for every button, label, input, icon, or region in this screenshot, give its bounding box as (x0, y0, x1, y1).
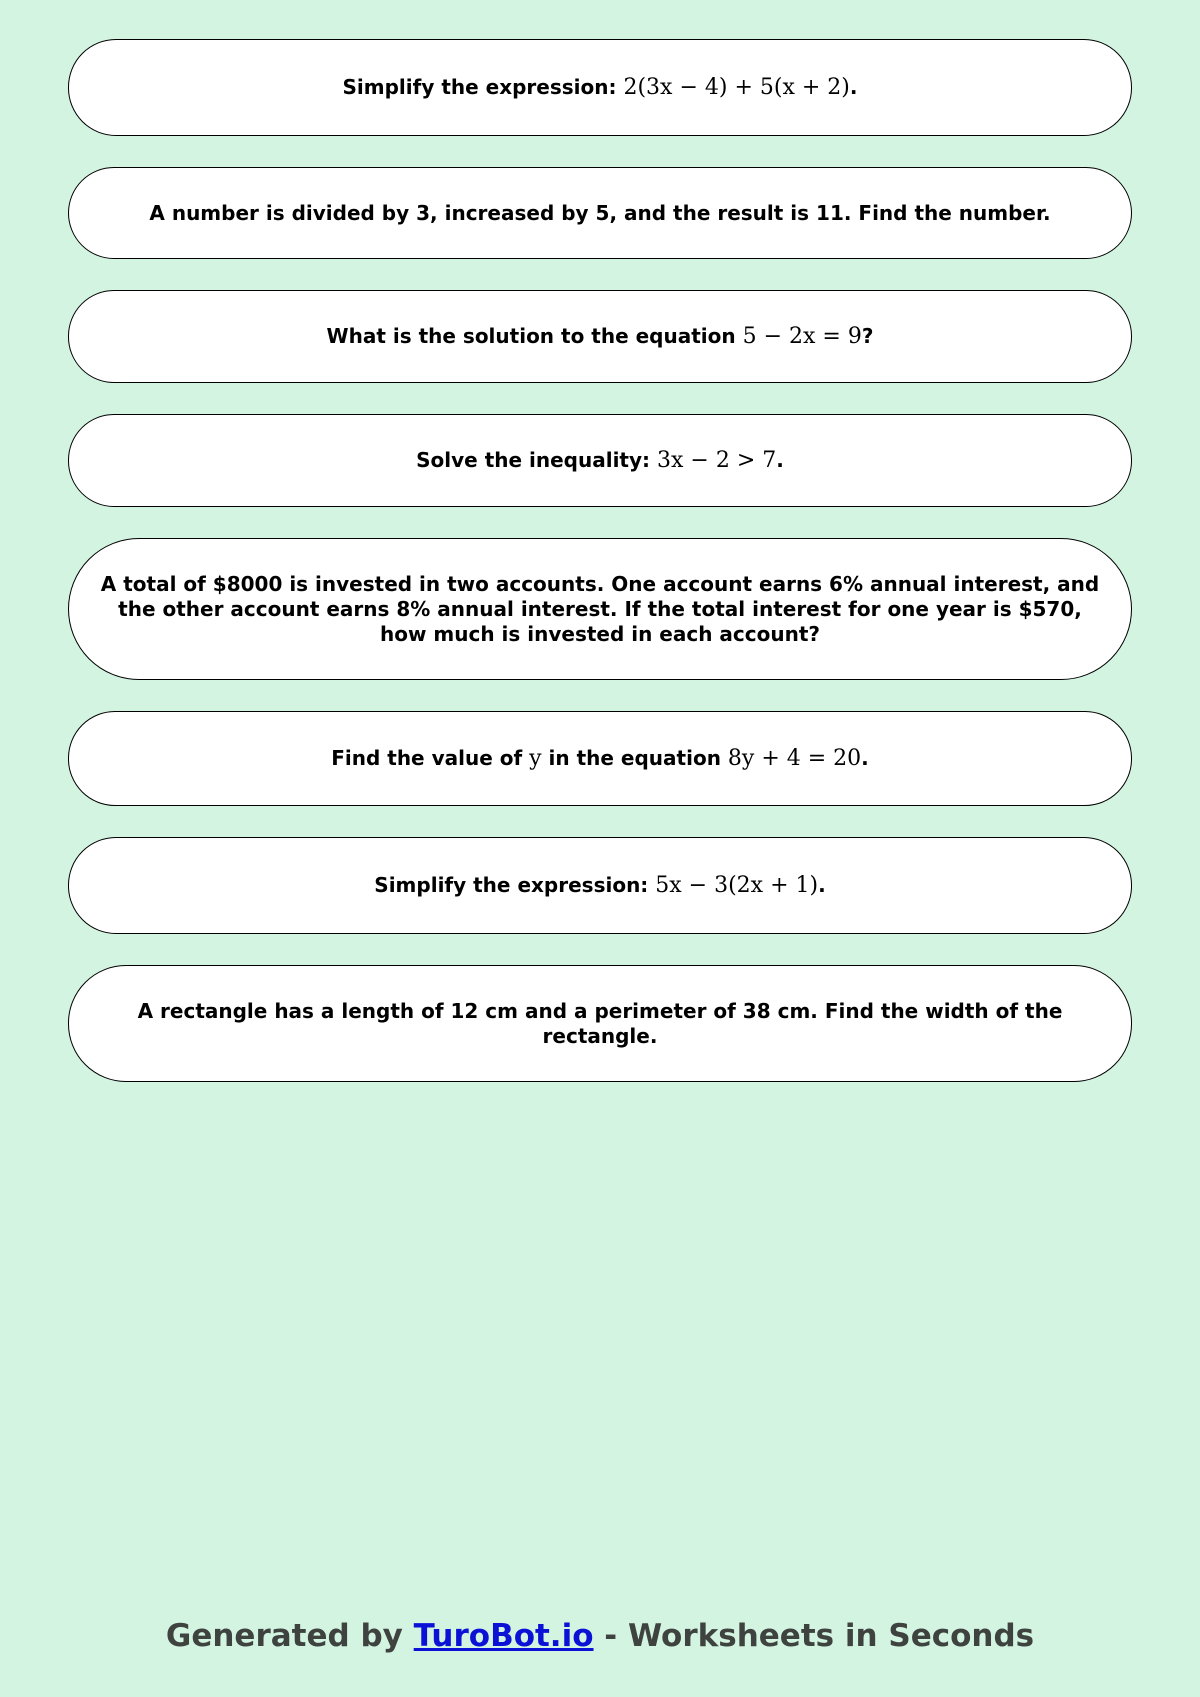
problem-card-1 (68, 39, 1132, 136)
math-expression: 5 − 2x = 9 (742, 324, 862, 349)
problem-text: Simplify the expression: 5x − 3(2x + 1). (374, 873, 826, 898)
problem-text: A number is divided by 3, increased by 5, and the result is 11. Find the number. (149, 200, 1051, 225)
math-variable: y (529, 746, 542, 771)
problem-text: Simplify the expression: 2(3x − 4) + 5(x + 2). (342, 75, 858, 100)
problem-card-5 (68, 538, 1132, 680)
problem-text: A total of $8000 is invested in two accounts. One account earns 6% annual interest, and the other account earns 8% annual interest. If the total interest for one year is $570, how much is invested in each account? (100, 571, 1100, 646)
math-expression: 3x − 2 > 7 (657, 448, 777, 473)
problem-card-6 (68, 711, 1132, 806)
problem-card-7 (68, 837, 1132, 934)
problem-text: A rectangle has a length of 12 cm and a perimeter of 38 cm. Find the width of the rectangle. (137, 998, 1063, 1048)
problem-text: Solve the inequality: 3x − 2 > 7. (416, 448, 784, 473)
problem-card-2 (68, 167, 1132, 259)
turobot-link[interactable]: TuroBot.io (413, 1618, 594, 1654)
math-expression: 2(3x − 4) + 5(x + 2) (623, 75, 850, 100)
footer-suffix: - Worksheets in Seconds (593, 1618, 1035, 1654)
footer (0, 1618, 1200, 1654)
math-expression: 8y + 4 = 20 (727, 746, 862, 771)
problem-card-8 (68, 965, 1132, 1082)
footer-prefix: Generated by (165, 1618, 414, 1654)
problem-text: Find the value of y in the equation 8y + 4 = 20. (331, 746, 869, 771)
problem-card-3 (68, 290, 1132, 383)
problem-text: What is the solution to the equation 5 − 2x = 9? (326, 324, 874, 349)
math-expression: 5x − 3(2x + 1) (655, 873, 819, 898)
problem-card-4 (68, 414, 1132, 507)
